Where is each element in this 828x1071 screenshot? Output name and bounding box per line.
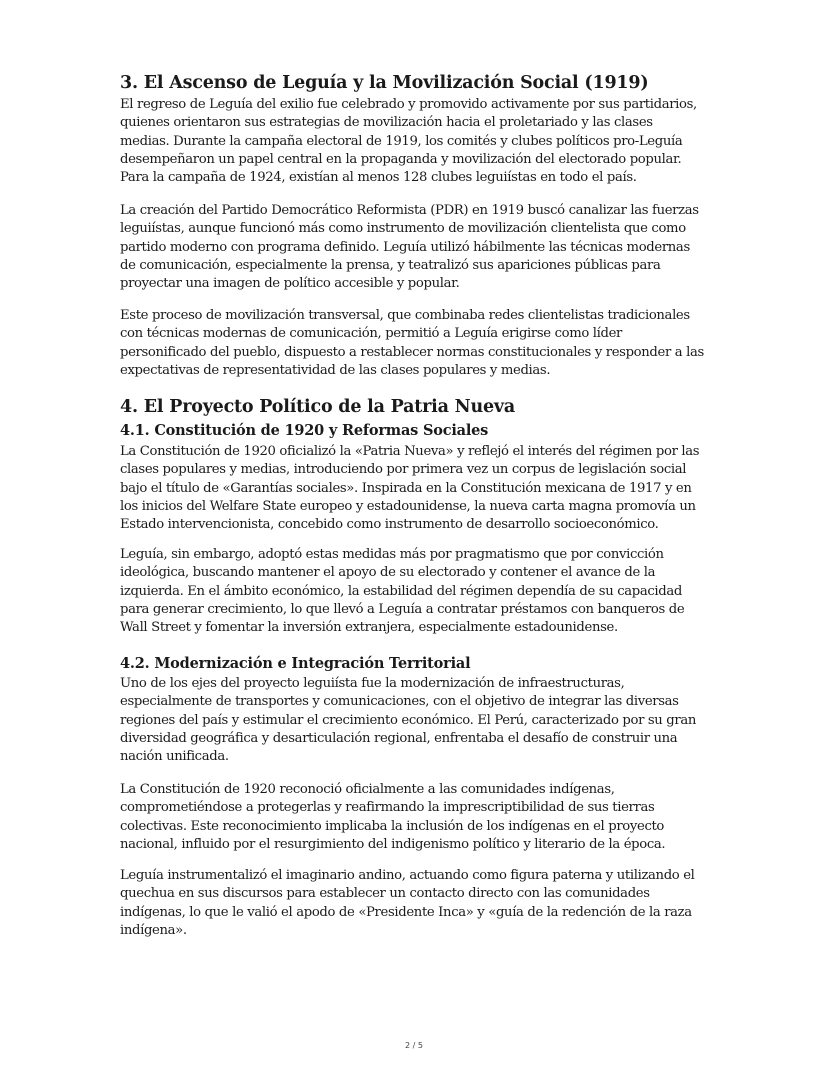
text-line: Estado intervencionista, concebido como instrumento de desarrollo socioeconómico. [120, 517, 659, 533]
text-line: nacional, influido por el resurgimiento del indigenismo político y literario de la época. [120, 836, 666, 852]
text-line: La Constitución de 1920 oficializó la «Patria Nueva» y reflejó el interés del régimen por las [120, 444, 700, 459]
text-line: El regreso de Leguía del exilio fue celebrado y promovido activamente por sus partidarios, [120, 97, 697, 112]
text-line: de comunicación, especialmente la prensa, y teatralizó sus apariciones públicas para [120, 257, 661, 273]
text-line: diversidad geográfica y desarticulación regional, enfrentaba el desafío de construir una [120, 730, 678, 746]
text-line: expectativas de representatividad de las clases populares y medias. [120, 362, 551, 378]
text-line: los inicios del Welfare State europeo y estadounidense, la nueva carta magna promovía un [120, 498, 696, 514]
text-line: Wall Street y fomentar la inversión extranjera, especialmente estadounidense. [120, 620, 618, 636]
text-line: colectivas. Este reconocimiento implicaba la inclusión de los indígenas en el proyecto [120, 818, 665, 834]
text-line: Leguía, sin embargo, adoptó estas medidas más por pragmatismo que por convicción [120, 547, 664, 562]
text-line: desempeñaron un papel central en la propaganda y movilización del electorado popular. [120, 151, 682, 167]
text-line: quechua en sus discursos para establecer un contacto directo con las comunidades [120, 886, 650, 902]
text-line: La Constitución de 1920 reconoció oficialmente a las comunidades indígenas, [120, 782, 615, 797]
text-line: ideológica, buscando mantener el apoyo de su electorado y contener el avance de la [120, 565, 656, 581]
paragraph [120, 307, 704, 380]
text-line: medias. Durante la campaña electoral de 1919, los comités y clubes políticos pro-Leguía [120, 133, 683, 149]
paragraph [120, 202, 699, 293]
text-line: La creación del Partido Democrático Reformista (PDR) en 1919 buscó canalizar las fuerzas [120, 203, 699, 218]
text-line: regiones del país y estimular el crecimiento económico. El Perú, caracterizado por su gran [120, 712, 696, 728]
text-line: partido moderno con programa definido. Leguía utilizó hábilmente las técnicas modernas [120, 239, 690, 255]
text-line: indígenas, lo que le valió el apodo de «Presidente Inca» y «guía de la redención de la raza [120, 904, 692, 920]
text-line: con técnicas modernas de comunicación, permitió a Leguía erigirse como líder [120, 326, 623, 342]
text-line: bajo el título de «Garantías sociales». Inspirada en la Constitución mexicana de 1917 y en [120, 480, 692, 496]
page-number: 2 / 5 [405, 1041, 423, 1050]
text-line: para generar crecimiento, lo que llevó a Leguía a contratar préstamos con banqueros de [120, 601, 685, 617]
section-4-1-heading: 4.1. Constitución de 1920 y Reformas Sociales [120, 422, 489, 439]
text-line: Uno de los ejes del proyecto leguiísta fue la modernización de infraestructuras, [120, 676, 625, 691]
text-line: clases populares y medias, introduciendo por primera vez un corpus de legislación social [120, 462, 687, 478]
section-4-2-heading: 4.2. Modernización e Integración Territorial [120, 655, 471, 672]
paragraph [120, 96, 697, 187]
section-4-heading: 4. El Proyecto Político de la Patria Nueva [120, 397, 516, 417]
text-line: proyectar una imagen de político accesible y popular. [120, 276, 460, 292]
paragraph [120, 443, 699, 534]
paragraph [120, 675, 696, 766]
text-line: Este proceso de movilización transversal, que combinaba redes clientelistas tradicionales [120, 308, 690, 323]
paragraph [120, 867, 695, 940]
section-3-heading: 3. El Ascenso de Leguía y la Movilización Social (1919) [120, 73, 649, 93]
text-line: especialmente de transportes y comunicaciones, con el objetivo de integrar las diversas [120, 694, 679, 710]
paragraph [120, 781, 665, 854]
text-line: izquierda. En el ámbito económico, la estabilidad del régimen dependía de su capacidad [120, 583, 682, 599]
text-line: Leguía instrumentalizó el imaginario andino, actuando como figura paterna y utilizando el [120, 868, 695, 883]
text-line: nación unificada. [120, 749, 229, 765]
text-line: comprometiéndose a protegerlas y reafirmando la imprescriptibilidad de sus tierras [120, 800, 655, 816]
text-line: quienes orientaron sus estrategias de movilización hacia el proletariado y las clases [120, 115, 653, 131]
text-line: personificado del pueblo, dispuesto a restablecer normas constitucionales y responder a las [120, 344, 704, 360]
text-line: leguiístas, aunque funcionó más como instrumento de movilización clientelista que como [120, 221, 686, 237]
paragraph [120, 546, 684, 637]
text-line: Para la campaña de 1924, existían al menos 128 clubes leguiístas en todo el país. [120, 170, 637, 186]
text-line: indígena». [120, 922, 187, 938]
